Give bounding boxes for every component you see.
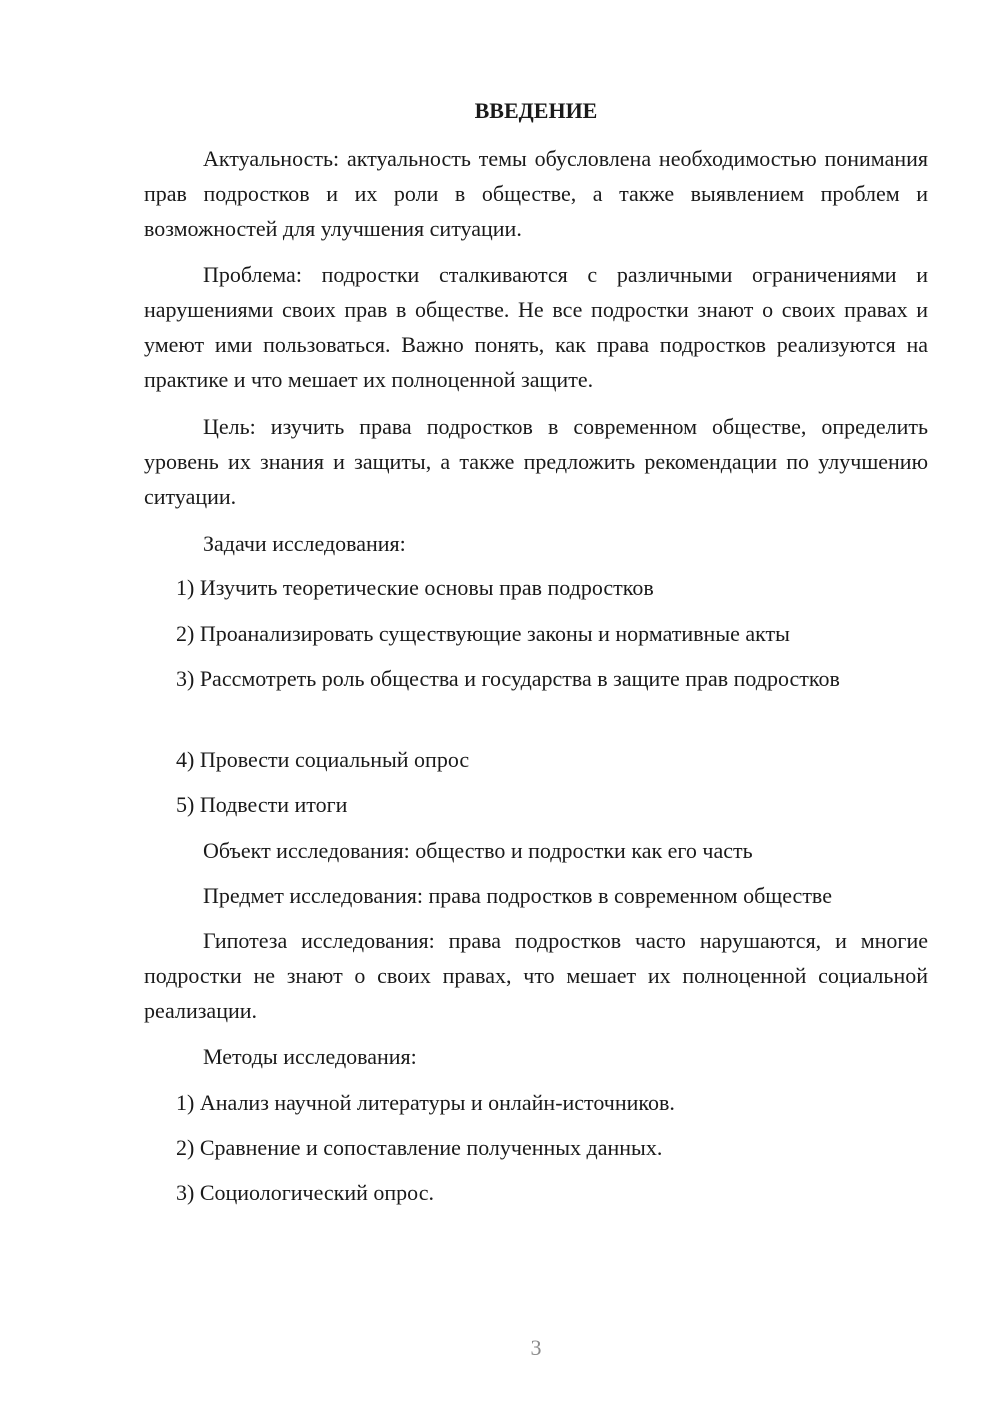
hypothesis-paragraph: Гипотеза исследования: права подростков часто нарушаются, и многие подростки не знают о своих правах, что мешает их полноценной социальной реализации. — [144, 928, 928, 1023]
task-item-3: 3) Рассмотреть роль общества и государства в защите прав подростков — [176, 666, 840, 691]
section-title: ВВЕДЕНИЕ — [474, 98, 598, 123]
method-item-3: 3) Социологический опрос. — [176, 1180, 434, 1205]
method-item-1: 1) Анализ научной литературы и онлайн-источников. — [176, 1090, 675, 1115]
page-number: 3 — [530, 1335, 542, 1360]
problem-paragraph: Проблема: подростки сталкиваются с различными ограничениями и нарушениями своих прав в обществе. Не все подростки знают о своих правах и умеют ими пользоваться. Важно понять, как права подростков реализуются на практике и что мешает их полноценной защите. — [144, 262, 928, 392]
object-paragraph: Объект исследования: общество и подростки как его часть — [203, 838, 753, 863]
relevance-paragraph: Актуальность: актуальность темы обусловлена необходимостью понимания прав подростков и их роли в обществе, а также выявлением проблем и возможностей для улучшения ситуации. — [144, 146, 928, 241]
method-item-2: 2) Сравнение и сопоставление полученных данных. — [176, 1135, 663, 1160]
task-item-5: 5) Подвести итоги — [176, 792, 348, 817]
tasks-heading: Задачи исследования: — [203, 531, 406, 556]
goal-paragraph: Цель: изучить права подростков в современном обществе, определить уровень их знания и защиты, а также предложить рекомендации по улучшению ситуации. — [144, 414, 928, 509]
subject-paragraph: Предмет исследования: права подростков в современном обществе — [203, 883, 832, 908]
task-item-2: 2) Проанализировать существующие законы и нормативные акты — [176, 621, 790, 646]
methods-heading: Методы исследования: — [203, 1044, 417, 1069]
task-item-4: 4) Провести социальный опрос — [176, 747, 470, 772]
task-item-1: 1) Изучить теоретические основы прав подростков — [176, 575, 654, 600]
